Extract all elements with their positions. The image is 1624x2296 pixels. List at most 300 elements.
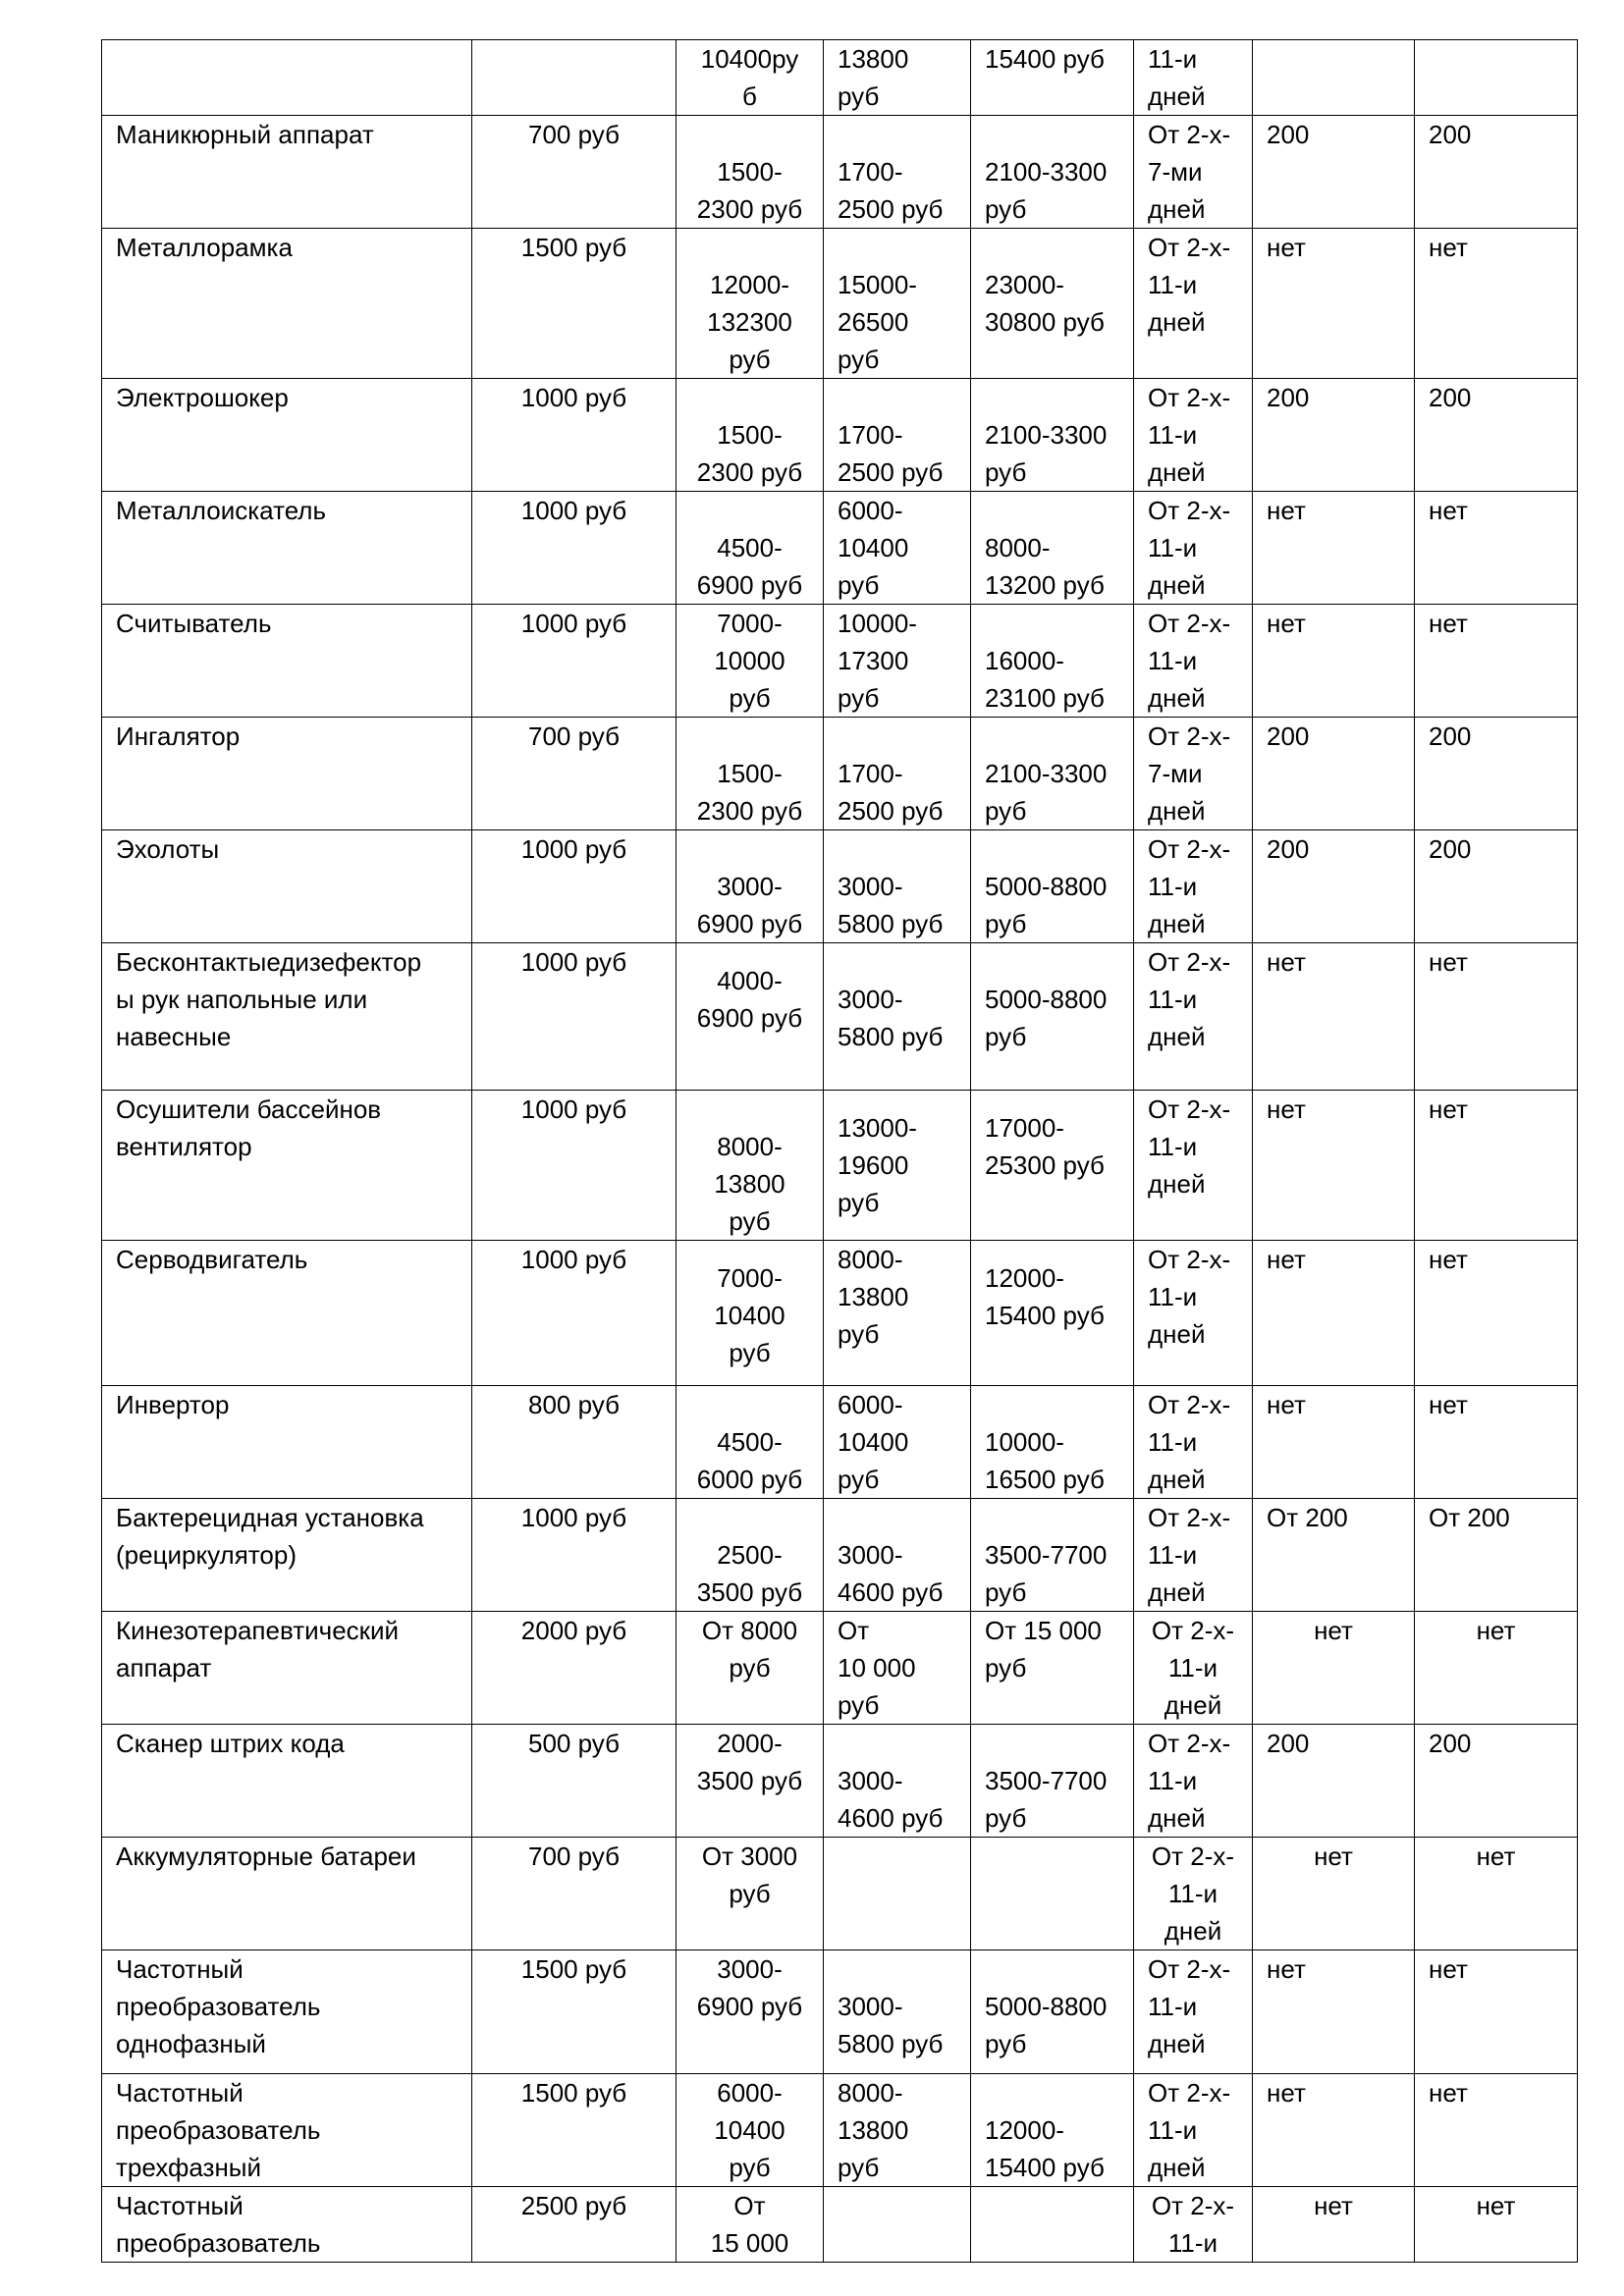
extra-fee-1-cell (1253, 1612, 1415, 1725)
extra-fee-2: 200 (1429, 120, 1472, 149)
repair-cost: 1000 руб (520, 496, 627, 525)
extra-fee-1: нет (1314, 1842, 1353, 1871)
extra-fee-1: 200 (1267, 721, 1310, 751)
price-tier-1-cell (677, 1091, 824, 1241)
price-tier-1: 10400ру б (700, 44, 799, 111)
item-name: Считыватель (116, 609, 272, 638)
price-tier-3-cell (971, 1091, 1134, 1241)
extra-fee-2-cell (1415, 605, 1578, 718)
repair-cost-cell (472, 2074, 677, 2187)
repair-cost-cell (472, 605, 677, 718)
extra-fee-1: нет (1267, 1954, 1306, 1984)
extra-fee-2-cell (1415, 718, 1578, 830)
item-name: Частотный преобразователь трехфазный (116, 2078, 321, 2182)
extra-fee-2-cell (1415, 830, 1578, 943)
price-tier-3-cell (971, 492, 1134, 605)
extra-fee-1-cell (1253, 1499, 1415, 1612)
extra-fee-2-cell (1415, 1241, 1578, 1386)
price-tier-1: 3000- 6900 руб (696, 872, 803, 938)
table-row (102, 1091, 1578, 1241)
price-tier-2: 3000- 5800 руб (838, 985, 944, 1051)
repair-cost-cell (472, 1091, 677, 1241)
price-tier-2-cell (824, 229, 971, 379)
table-row (102, 229, 1578, 379)
extra-fee-2-cell (1415, 2187, 1578, 2263)
price-tier-1-cell (677, 943, 824, 1091)
price-tier-1: 4000- 6900 руб (696, 966, 803, 1033)
extra-fee-1-cell (1253, 830, 1415, 943)
price-tier-2: 10000- 17300 руб (838, 609, 917, 713)
item-name-cell (102, 605, 472, 718)
repair-cost: 700 руб (528, 120, 620, 149)
price-tier-2-cell (824, 1950, 971, 2074)
extra-fee-2: нет (1476, 2191, 1516, 2220)
repair-time-cell (1134, 492, 1253, 605)
table-row (102, 1499, 1578, 1612)
extra-fee-1-cell (1253, 116, 1415, 229)
extra-fee-1-cell (1253, 40, 1415, 116)
repair-time-cell (1134, 379, 1253, 492)
item-name-cell (102, 943, 472, 1091)
repair-time-cell (1134, 2074, 1253, 2187)
extra-fee-1-cell (1253, 1838, 1415, 1950)
table-row (102, 116, 1578, 229)
repair-time: От 2-х- 11-и дней (1148, 496, 1231, 600)
repair-cost: 1500 руб (520, 233, 627, 262)
item-name: Ингалятор (116, 721, 241, 751)
repair-time-cell (1134, 1950, 1253, 2074)
item-name-cell (102, 1612, 472, 1725)
repair-cost-cell (472, 718, 677, 830)
price-tier-3-cell (971, 943, 1134, 1091)
price-tier-2: 3000- 5800 руб (838, 1992, 944, 2058)
extra-fee-1-cell (1253, 718, 1415, 830)
repair-time-cell (1134, 1091, 1253, 1241)
repair-cost: 500 руб (528, 1729, 620, 1758)
price-tier-2-cell (824, 1241, 971, 1386)
extra-fee-2: нет (1429, 609, 1468, 638)
item-name-cell (102, 229, 472, 379)
extra-fee-2: 200 (1429, 721, 1472, 751)
item-name-cell (102, 1499, 472, 1612)
price-tier-3-cell (971, 2187, 1134, 2263)
price-tier-3-cell (971, 116, 1134, 229)
price-table (101, 39, 1578, 2263)
item-name-cell (102, 2074, 472, 2187)
repair-cost: 2500 руб (520, 2191, 627, 2220)
repair-cost: 1000 руб (520, 1245, 627, 1274)
price-tier-1-cell (677, 40, 824, 116)
price-tier-1-cell (677, 718, 824, 830)
repair-time-cell (1134, 40, 1253, 116)
item-name: Аккумуляторные батареи (116, 1842, 416, 1871)
repair-time-cell (1134, 830, 1253, 943)
repair-cost-cell (472, 492, 677, 605)
price-tier-3: 3500-7700 руб (985, 1766, 1108, 1833)
table-row (102, 830, 1578, 943)
repair-time: От 2-х- 11-и дней (1148, 834, 1231, 938)
table-row (102, 379, 1578, 492)
repair-cost: 1000 руб (520, 383, 627, 412)
price-tier-3-cell (971, 1725, 1134, 1838)
repair-time: От 2-х- 11-и дней (1148, 947, 1231, 1051)
price-tier-2: 3000- 4600 руб (838, 1540, 944, 1607)
price-tier-1: 4500- 6000 руб (696, 1427, 803, 1494)
price-tier-1: 7000- 10400 руб (714, 1263, 785, 1367)
extra-fee-2-cell (1415, 1838, 1578, 1950)
item-name: Бактерецидная установка (рециркулятор) (116, 1503, 424, 1570)
repair-cost: 1500 руб (520, 2078, 627, 2108)
extra-fee-2-cell (1415, 492, 1578, 605)
price-tier-1-cell (677, 1950, 824, 2074)
repair-time: От 2-х- 7-ми дней (1148, 120, 1231, 224)
extra-fee-1-cell (1253, 1091, 1415, 1241)
extra-fee-1: нет (1267, 233, 1306, 262)
price-tier-3-cell (971, 1838, 1134, 1950)
item-name: Серводвигатель (116, 1245, 308, 1274)
price-tier-2: 13000- 19600 руб (838, 1113, 917, 1217)
extra-fee-2-cell (1415, 1612, 1578, 1725)
repair-time: От 2-х- 11-и дней (1148, 1245, 1231, 1349)
price-tier-1-cell (677, 379, 824, 492)
repair-cost: 1000 руб (520, 609, 627, 638)
repair-time-cell (1134, 1838, 1253, 1950)
repair-cost-cell (472, 1725, 677, 1838)
repair-cost-cell (472, 116, 677, 229)
item-name-cell (102, 492, 472, 605)
price-tier-3: 23000- 30800 руб (985, 270, 1105, 337)
price-tier-3: 5000-8800 руб (985, 872, 1108, 938)
item-name: Электрошокер (116, 383, 289, 412)
extra-fee-2: нет (1429, 947, 1468, 977)
price-tier-3: От 15 000 руб (985, 1616, 1102, 1682)
table-row (102, 943, 1578, 1091)
price-tier-1: 12000- 132300 руб (707, 270, 792, 374)
item-name-cell (102, 1386, 472, 1499)
item-name: Частотный преобразователь (116, 2191, 321, 2258)
repair-time-cell (1134, 1241, 1253, 1386)
price-tier-1-cell (677, 2074, 824, 2187)
price-tier-2-cell (824, 40, 971, 116)
price-tier-1: 7000- 10000 руб (714, 609, 785, 713)
price-tier-1: 2500- 3500 руб (696, 1540, 803, 1607)
table-row (102, 1612, 1578, 1725)
item-name-cell (102, 1725, 472, 1838)
price-tier-3-cell (971, 718, 1134, 830)
repair-cost-cell (472, 1612, 677, 1725)
repair-time: От 2-х- 11-и дней (1148, 1954, 1231, 2058)
extra-fee-1: нет (1267, 947, 1306, 977)
repair-cost-cell (472, 943, 677, 1091)
item-name: Металлоискатель (116, 496, 327, 525)
price-tier-1: От 3000 руб (701, 1842, 798, 1908)
extra-fee-1: От 200 (1267, 1503, 1348, 1532)
price-tier-3: 2100-3300 руб (985, 420, 1108, 487)
price-tier-1-cell (677, 492, 824, 605)
repair-cost-cell (472, 1241, 677, 1386)
price-tier-3: 2100-3300 руб (985, 157, 1108, 224)
extra-fee-1: нет (1267, 1390, 1306, 1419)
repair-cost-cell (472, 379, 677, 492)
price-tier-2: 6000- 10400 руб (838, 1390, 909, 1494)
repair-cost: 2000 руб (520, 1616, 627, 1645)
repair-time: От 2-х- 11-и дней (1148, 233, 1231, 337)
repair-time: 11-и дней (1148, 44, 1206, 111)
extra-fee-1-cell (1253, 492, 1415, 605)
repair-cost: 700 руб (528, 721, 620, 751)
extra-fee-2: 200 (1429, 1729, 1472, 1758)
price-tier-3-cell (971, 605, 1134, 718)
price-tier-2-cell (824, 1612, 971, 1725)
price-tier-2: 6000- 10400 руб (838, 496, 909, 600)
table-row (102, 2187, 1578, 2263)
price-tier-3-cell (971, 2074, 1134, 2187)
repair-cost: 1000 руб (520, 947, 627, 977)
price-tier-3: 12000- 15400 руб (985, 2115, 1105, 2182)
price-tier-2-cell (824, 1725, 971, 1838)
price-tier-2-cell (824, 116, 971, 229)
repair-cost-cell (472, 2187, 677, 2263)
price-tier-1-cell (677, 1241, 824, 1386)
item-name-cell (102, 379, 472, 492)
table-row (102, 40, 1578, 116)
extra-fee-2-cell (1415, 229, 1578, 379)
extra-fee-2: нет (1429, 1954, 1468, 1984)
price-tier-1: 1500- 2300 руб (696, 157, 803, 224)
extra-fee-2-cell (1415, 116, 1578, 229)
price-tier-3-cell (971, 830, 1134, 943)
repair-cost-cell (472, 40, 677, 116)
extra-fee-2: нет (1429, 1095, 1468, 1124)
price-tier-3: 5000-8800 руб (985, 1992, 1108, 2058)
extra-fee-1-cell (1253, 1725, 1415, 1838)
item-name-cell (102, 830, 472, 943)
repair-time: От 2-х- 11-и дней (1148, 609, 1231, 713)
repair-cost: 1500 руб (520, 1954, 627, 1984)
price-tier-1-cell (677, 830, 824, 943)
price-tier-2: 1700- 2500 руб (838, 759, 944, 826)
extra-fee-2-cell (1415, 1386, 1578, 1499)
repair-time-cell (1134, 1386, 1253, 1499)
repair-cost: 700 руб (528, 1842, 620, 1871)
table-row (102, 718, 1578, 830)
extra-fee-2: нет (1476, 1842, 1516, 1871)
extra-fee-1-cell (1253, 605, 1415, 718)
price-tier-2-cell (824, 943, 971, 1091)
extra-fee-1: нет (1314, 2191, 1353, 2220)
price-tier-1: От 8000 руб (701, 1616, 798, 1682)
extra-fee-1: нет (1314, 1616, 1353, 1645)
repair-time-cell (1134, 1612, 1253, 1725)
extra-fee-1-cell (1253, 229, 1415, 379)
extra-fee-2: нет (1429, 2078, 1468, 2108)
price-tier-3-cell (971, 379, 1134, 492)
repair-cost: 1000 руб (520, 834, 627, 864)
repair-cost: 1000 руб (520, 1503, 627, 1532)
price-tier-1: 1500- 2300 руб (696, 759, 803, 826)
price-tier-1-cell (677, 1838, 824, 1950)
extra-fee-1: нет (1267, 1095, 1306, 1124)
price-tier-2: От 10 000 руб (838, 1616, 916, 1720)
price-tier-2-cell (824, 1499, 971, 1612)
extra-fee-1-cell (1253, 943, 1415, 1091)
repair-cost-cell (472, 1950, 677, 2074)
item-name: Бесконтактыедизефектор ы рук напольные или навесные (116, 947, 422, 1051)
repair-time: От 2-х- 11-и дней (1148, 1729, 1231, 1833)
price-tier-3: 17000- 25300 руб (985, 1113, 1105, 1180)
price-tier-1-cell (677, 1612, 824, 1725)
extra-fee-2: нет (1429, 1245, 1468, 1274)
price-tier-3: 10000- 16500 руб (985, 1427, 1105, 1494)
extra-fee-2-cell (1415, 1499, 1578, 1612)
repair-time: От 2-х- 11-и дней (1148, 1095, 1231, 1199)
repair-cost-cell (472, 830, 677, 943)
extra-fee-1-cell (1253, 1386, 1415, 1499)
price-tier-1: 1500- 2300 руб (696, 420, 803, 487)
repair-time-cell (1134, 1499, 1253, 1612)
price-tier-3-cell (971, 1950, 1134, 2074)
price-tier-1-cell (677, 1499, 824, 1612)
repair-time-cell (1134, 718, 1253, 830)
table-row (102, 605, 1578, 718)
extra-fee-2: нет (1429, 233, 1468, 262)
price-tier-1-cell (677, 2187, 824, 2263)
item-name-cell (102, 718, 472, 830)
price-tier-1: 2000- 3500 руб (696, 1729, 803, 1795)
extra-fee-1: 200 (1267, 120, 1310, 149)
extra-fee-2: нет (1476, 1616, 1516, 1645)
price-tier-2-cell (824, 379, 971, 492)
extra-fee-1-cell (1253, 1241, 1415, 1386)
repair-cost-cell (472, 1386, 677, 1499)
item-name-cell (102, 1838, 472, 1950)
price-tier-2-cell (824, 492, 971, 605)
extra-fee-2: 200 (1429, 383, 1472, 412)
price-tier-1: 3000- 6900 руб (696, 1954, 803, 2021)
price-tier-1: 8000- 13800 руб (714, 1132, 785, 1236)
price-tier-2-cell (824, 718, 971, 830)
extra-fee-1-cell (1253, 2187, 1415, 2263)
repair-time: От 2-х- 7-ми дней (1148, 721, 1231, 826)
item-name-cell (102, 40, 472, 116)
repair-cost-cell (472, 229, 677, 379)
price-tier-3: 3500-7700 руб (985, 1540, 1108, 1607)
repair-cost-cell (472, 1838, 677, 1950)
price-tier-2-cell (824, 1838, 971, 1950)
extra-fee-1-cell (1253, 379, 1415, 492)
price-tier-2: 8000- 13800 руб (838, 1245, 909, 1349)
repair-time: От 2-х- 11-и дней (1148, 1390, 1231, 1494)
repair-time-cell (1134, 116, 1253, 229)
price-tier-2: 3000- 5800 руб (838, 872, 944, 938)
extra-fee-1: нет (1267, 1245, 1306, 1274)
extra-fee-2-cell (1415, 40, 1578, 116)
item-name: Сканер штрих кода (116, 1729, 345, 1758)
extra-fee-2-cell (1415, 943, 1578, 1091)
table-row (102, 1950, 1578, 2074)
price-tier-3-cell (971, 1241, 1134, 1386)
extra-fee-1: нет (1267, 609, 1306, 638)
repair-time: От 2-х- 11-и дней (1148, 2078, 1231, 2182)
repair-cost: 800 руб (528, 1390, 620, 1419)
item-name: Инвертор (116, 1390, 230, 1419)
repair-time-cell (1134, 605, 1253, 718)
extra-fee-2-cell (1415, 379, 1578, 492)
repair-time-cell (1134, 943, 1253, 1091)
price-tier-2: 8000- 13800 руб (838, 2078, 909, 2182)
repair-time-cell (1134, 1725, 1253, 1838)
table-row (102, 1725, 1578, 1838)
repair-cost: 1000 руб (520, 1095, 627, 1124)
table-row (102, 492, 1578, 605)
extra-fee-2: нет (1429, 1390, 1468, 1419)
table-row (102, 1386, 1578, 1499)
price-tier-3-cell (971, 40, 1134, 116)
item-name: Металлорамка (116, 233, 293, 262)
item-name: Частотный преобразователь однофазный (116, 1954, 321, 2058)
item-name: Маникюрный аппарат (116, 120, 374, 149)
extra-fee-1: 200 (1267, 834, 1310, 864)
table-row (102, 1241, 1578, 1386)
item-name-cell (102, 1091, 472, 1241)
price-tier-2-cell (824, 1386, 971, 1499)
price-tier-1-cell (677, 229, 824, 379)
price-tier-1-cell (677, 1725, 824, 1838)
item-name-cell (102, 2187, 472, 2263)
price-tier-2-cell (824, 1091, 971, 1241)
price-tier-2: 3000- 4600 руб (838, 1766, 944, 1833)
table-body (102, 40, 1578, 2263)
price-tier-1-cell (677, 605, 824, 718)
price-tier-3-cell (971, 229, 1134, 379)
price-tier-3-cell (971, 1612, 1134, 1725)
table-row (102, 2074, 1578, 2187)
extra-fee-2: нет (1429, 496, 1468, 525)
extra-fee-2-cell (1415, 1950, 1578, 2074)
price-tier-3: 12000- 15400 руб (985, 1263, 1105, 1330)
price-tier-2: 1700- 2500 руб (838, 157, 944, 224)
price-tier-2: 13800 руб (838, 44, 909, 111)
item-name: Осушители бассейнов вентилятор (116, 1095, 382, 1161)
price-tier-2-cell (824, 830, 971, 943)
extra-fee-2-cell (1415, 1725, 1578, 1838)
repair-time-cell (1134, 229, 1253, 379)
price-tier-2-cell (824, 2187, 971, 2263)
extra-fee-2: От 200 (1429, 1503, 1510, 1532)
extra-fee-2: 200 (1429, 834, 1472, 864)
price-tier-1: 6000- 10400 руб (714, 2078, 785, 2182)
price-tier-2: 15000- 26500 руб (838, 270, 917, 374)
extra-fee-1-cell (1253, 2074, 1415, 2187)
item-name-cell (102, 1241, 472, 1386)
price-tier-1: 4500- 6900 руб (696, 533, 803, 600)
price-tier-2: 1700- 2500 руб (838, 420, 944, 487)
price-tier-3: 8000- 13200 руб (985, 533, 1105, 600)
repair-time: От 2-х- 11-и дней (1148, 383, 1231, 487)
repair-time-cell (1134, 2187, 1253, 2263)
table-row (102, 1838, 1578, 1950)
item-name-cell (102, 1950, 472, 2074)
extra-fee-1: нет (1267, 496, 1306, 525)
item-name: Кинезотерапевтический аппарат (116, 1616, 400, 1682)
repair-time: От 2-х- 11-и дней (1151, 1616, 1235, 1720)
price-tier-1: От 15 000 (710, 2191, 789, 2258)
extra-fee-1: 200 (1267, 1729, 1310, 1758)
repair-cost-cell (472, 1499, 677, 1612)
price-tier-3: 15400 руб (985, 44, 1105, 74)
extra-fee-1: нет (1267, 2078, 1306, 2108)
repair-time: От 2-х- 11-и (1151, 2191, 1235, 2258)
